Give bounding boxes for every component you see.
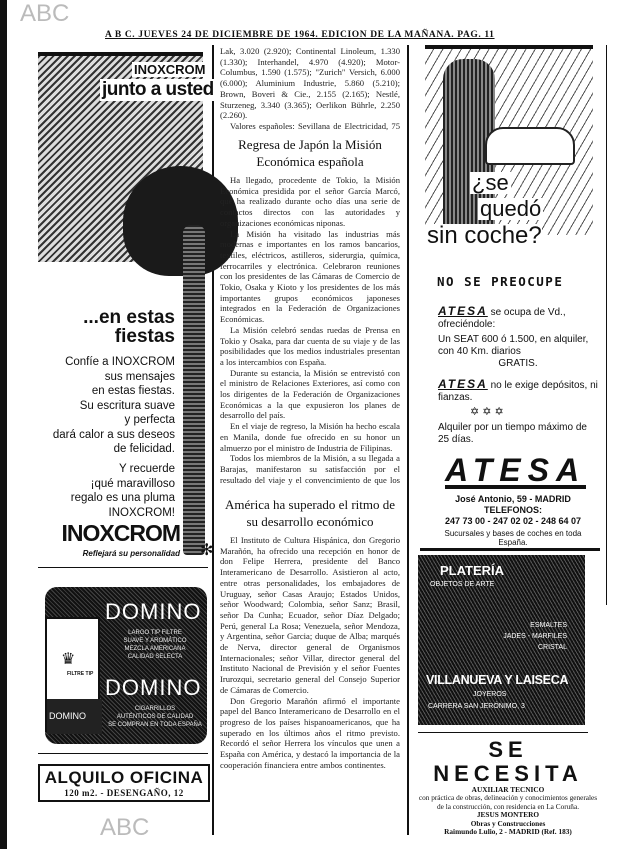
copy-line: LARGO TIP FILTRE [128, 630, 182, 636]
stocks-paragraph: Lak, 3.020 (2.920); Continental Linoleum, 1.330 (1.330); Interhandel, 4.970 (4.920); Motor-Columbus, 1.590 (1.575); "Zurich" Versich, 6.000 (6.000); Aluminium Industrie, 5.860 (5.210); Brown, Boveri & Cie., 2.155 (2.165); Nestlé, Sturzeneg, 3.340 (3.365); Oerlikon Bührle, 2.250 (2.260). [220, 46, 400, 121]
body-line: Y recuerde [118, 463, 175, 475]
car-ad-line-1: ¿se [472, 170, 509, 195]
atesa-p1-text: se ocupa de Vd., ofreciéndole: [438, 307, 566, 330]
atesa-p3-text: no le exige depósitos, ni fianzas. [438, 380, 598, 403]
crown-icon: ♛ [61, 651, 76, 668]
article-2-body [220, 535, 400, 837]
paragraph: La Misión celebró sendas ruedas de Prensa en Tokio y Osaka, para dar cuenta de su viaje y de las posibilidades que los medios industriales presentan a los intercambios con España. [220, 324, 400, 367]
inoxcrom-headline: junto a usted [102, 79, 214, 100]
column-rule [212, 45, 214, 835]
atesa-contact [438, 494, 588, 527]
necesita-title: SE NECESITA [433, 737, 583, 786]
divider [38, 753, 208, 754]
alquilo-title: ALQUILO OFICINA [44, 768, 204, 787]
body-line: sus mensajes [104, 370, 175, 383]
necesita-desc: con práctica de obras, delineación y conocimientos generales de la construcción, con residencia en La Coruña. [418, 793, 598, 811]
paragraph: Durante su estancia, la Misión se entrevistó con el ministro de Relaciones Exteriores, así como con los dirigentes de la Federación de Organizaciones Económicas a la que expusieron los planes de desarrollo del país. [220, 367, 400, 421]
asterisk-icon: ✻ [200, 542, 214, 559]
atesa-p1 [438, 305, 598, 331]
plateria-title: PLATERÍA [440, 563, 505, 578]
inoxcrom-body [20, 355, 175, 457]
domino-brand: DOMINO [105, 599, 202, 624]
copy-line: CALIDAD SELECTA [127, 654, 183, 660]
copy-line: CIGARRILLOS [134, 706, 176, 712]
copy-line: SE COMPRAN EN TODA ESPAÑA [108, 722, 202, 728]
column-rule [606, 45, 607, 605]
alquilo-detail: 120 m2. - DESENGAÑO, 12 [64, 788, 184, 798]
atesa-brand-inline: ATESA [438, 377, 488, 391]
inoxcrom-body-2 [40, 462, 175, 520]
paragraph: Todos los miembros de la Misión, a su llegada a Barajas, manifestaron su satisfacción por el resultado del viaje y el convencimiento de que los [220, 453, 400, 485]
domino-ad [45, 587, 207, 744]
abc-watermark: ABC [100, 814, 150, 841]
plateria-ad [418, 555, 585, 725]
inoxcrom-brand-top: INOXCROM [134, 62, 206, 77]
plateria-brand: VILLANUEVA Y LAISECA [426, 673, 569, 687]
atesa-phones-label: TELEFONOS: [484, 505, 542, 515]
body-line: ¡qué maravilloso [90, 477, 175, 490]
necesita-role: AUXILIAR TECNICO [471, 785, 545, 794]
cigarette-pack-image [45, 617, 100, 732]
atesa-p2 [438, 334, 598, 370]
paragraph: Ha llegado, procedente de Tokio, la Misión Económica presidida por el señor García Marcó, que ha realizado durante ocho días una serie de contactos directos con las autoridades y organizaciones económicas niponas. [220, 175, 400, 228]
paragraph: En el viaje de regreso, la Misión ha hecho escala en Manila, donde fue ofrecido en su honor un almuerzo por el ministro de Industria de Filipinas. [220, 421, 400, 453]
atesa-p4: Alquiler por un tiempo máximo de 25 días. [438, 422, 587, 445]
atesa-logo: ATESA [445, 452, 587, 488]
pack-label: FILTRE TIP [67, 671, 94, 677]
body-line: regalo es una pluma [70, 492, 175, 504]
article-2-headline: América ha superado el ritmo de su desarrollo económico [224, 497, 395, 529]
necesita-company-2: Obras y Construcciones [470, 818, 546, 828]
plateria-address: CARRERA SAN JERÓNIMO, 3 [428, 703, 525, 710]
inoxcrom-tagline: Reflejará su personalidad [82, 549, 180, 558]
pack-brand: DOMINO [49, 711, 86, 721]
stars-icon: ✡ ✡ ✡ [470, 406, 504, 418]
inoxcrom-logo: INOXCROM [61, 520, 180, 546]
paragraph: El Instituto de Cultura Hispánica, don Gregorio Marañón, ha ofrecido una recepción en honor de don Felipe Herrera, presidente del Banco Interamericano de Desarrollo. Asistieron al acto, entre otras personalidades, los embajadores de Uruguay, señor Casas Araujo; Estados Unidos, señor Woodward; Colombia, señor Sanz; Brasil, señor Da Cunha; Ecuador, señor Díaz Delgado; Perú, general La Rosa; Venezuela, señor Mendoza, y Argentina, señor Garcia; duque de Alba; marqués de Nerva, director general de Organismos Internacionales; señor Villar, director general del Instituto Nacional de Previsión y el señor Fuentes Irurozqui, secretario general del Consejo Superior de Cámaras de Comercio. [220, 535, 400, 695]
atesa-free: GRATIS. [498, 358, 538, 369]
body-line: Su escritura suave [79, 399, 175, 412]
body-line: en estas fiestas. [91, 385, 175, 397]
car-ad-line-2: quedó [480, 196, 542, 221]
stocks-text [220, 46, 400, 132]
atesa-brand-inline: ATESA [438, 304, 488, 318]
body-line: de felicidad. [113, 443, 175, 455]
alquilo-oficina-ad [38, 764, 210, 802]
atesa-branches: Sucursales y bases de coches en toda España. [444, 529, 582, 547]
inoxcrom-subhead: ...en estas fiestas [83, 307, 175, 347]
article-1-headline: Regresa de Japón la Misión Económica española [238, 137, 382, 169]
paragraph: La Misión ha visitado las industrias más modernas e importantes en los ramos bancarios, textiles, eléctricos, astilleros, siderurgia, química, ferrocarriles y electrónica. Celebraron reuniones con los presidentes de las Cámaras de Comercio de Tokio, Osaka y Kioto y los presidentes de los más importantes grupos económicos japoneses integrados en la Federación de Organizaciones Económicas. [220, 228, 400, 325]
plateria-subtitle: OBJETOS DE ARTE [430, 581, 495, 588]
page-header: A B C. JUEVES 24 DE DICIEMBRE DE 1964. EDICION DE LA MAÑANA. PAG. 11 [105, 30, 495, 40]
divider [38, 567, 208, 568]
atesa-p2-text: Un SEAT 600 ó 1.500, en alquiler, con 40 Km. diarios [438, 334, 589, 357]
item: CRISTAL [537, 644, 567, 651]
stocks-paragraph: Valores españoles: Sevillana de Electricidad, 75 [230, 120, 400, 131]
item: JADES - MARFILES [503, 633, 567, 640]
body-line: dará calor a sus deseos [52, 428, 175, 441]
divider [418, 732, 588, 733]
plateria-trade: JOYEROS [473, 691, 507, 698]
pack-band [47, 699, 102, 734]
copy-line: MEZCLA AMERICANA [124, 646, 186, 652]
body-line: y perfecta [124, 414, 175, 426]
divider [420, 548, 600, 551]
paragraph: Don Gregorio Marañón afirmó el importante papel del Banco Interamericano de Desarrollo en el progreso de los países hispanoamericanos, que ha superado en los últimos años el ritmo previsto. Recordó el señor Herrera los vínculos que unen a España con América, y destacó la importancia de la cooperación financiera entre ambos continentes. [220, 695, 400, 770]
atesa-p3 [438, 378, 598, 404]
item: ESMALTES [530, 622, 567, 629]
pen-image [183, 225, 205, 555]
body-line: Confíe a INOXCROM [65, 356, 175, 368]
plateria-items [503, 620, 567, 653]
atesa-headline: NO SE PREOCUPE [437, 274, 564, 289]
domino-copy [105, 629, 205, 661]
necesita-address: Raimundo Lulio, 2 - MADRID (Ref. 183) [444, 827, 572, 837]
domino-copy-2 [103, 705, 207, 729]
article-1-body [220, 175, 400, 485]
domino-brand-2: DOMINO [105, 675, 202, 700]
car-image [485, 127, 575, 165]
necesita-company: JESUS MONTERO [476, 810, 540, 820]
atesa-phones: 247 73 00 - 247 02 02 - 248 64 07 [444, 516, 582, 526]
atesa-address: José Antonio, 59 - MADRID [455, 494, 571, 504]
copy-line: SUAVE Y AROMÁTICO [123, 638, 187, 644]
body-line: INOXCROM! [108, 506, 175, 519]
copy-line: AUTÉNTICOS DE CALIDAD [116, 714, 194, 720]
column-rule [407, 45, 409, 835]
se-necesita-ad [418, 738, 598, 836]
car-ad-line-3: sin coche? [427, 222, 542, 249]
abc-watermark: ABC [20, 0, 70, 27]
page-edge [0, 0, 7, 849]
